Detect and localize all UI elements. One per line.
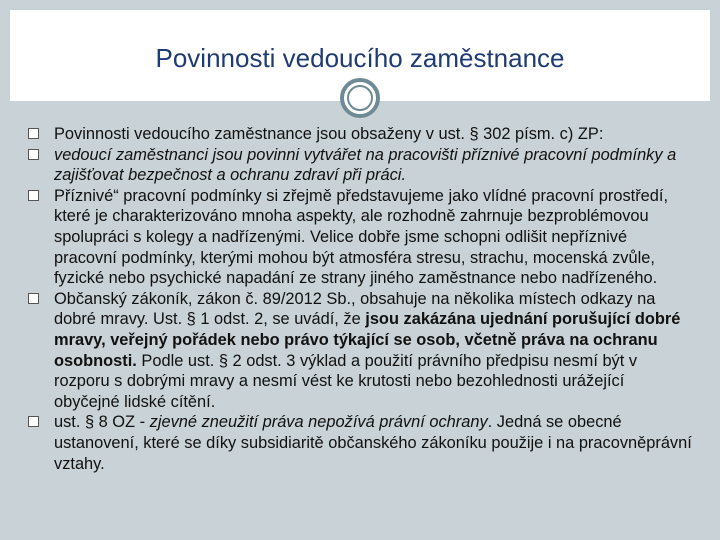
bullet-item-2 <box>28 145 693 186</box>
bullet-item-3 <box>28 186 693 289</box>
ring-ornament-icon <box>340 78 380 118</box>
bullet-box-icon <box>28 128 39 139</box>
bullet-list <box>28 124 693 474</box>
bullet-1-text: Povinnosti vedoucího zaměstnance jsou obsaženy v ust. § 302 písm. c) ZP: <box>54 125 604 143</box>
bullet-box-icon <box>28 293 39 304</box>
bullet-5-text-c: . Jedná se obecné ustanovení, které se díky subsidiaritě občanského zákoníku použije i na pracovněprávní vztahy. <box>54 413 692 473</box>
bullet-box-icon <box>28 190 39 201</box>
bullet-5-text-italic: zjevné zneužití práva nepožívá právní ochrany <box>149 413 488 432</box>
bullet-5-text-a: ust. § 8 OZ - <box>54 413 150 432</box>
bullet-item-4 <box>28 289 693 413</box>
bullet-3-text: Příznivé“ pracovní podmínky si zřejmě představujeme jako vlídné pracovní prostředí, které je charakterizováno mnoha aspekty, ale rozhodně zahrnuje bezproblémovou spolupráci s kolegy a nadřízenými. Velice dobře jsme schopni odlišit nepříznivé pracovní podmínky, kterými mohou být atmosféra stresu, strachu, mocenská zvůle, fyzické nebo psychické napadání ze strany jiného zaměstnance nebo nadřízeného. <box>54 186 669 288</box>
bullet-2-text: vedoucí zaměstnanci jsou povinni vytvářet na pracovišti příznivé pracovní podmínky a zajišťovat bezpečnost a ochranu zdraví při práci. <box>54 145 677 185</box>
bullet-box-icon <box>28 416 39 427</box>
bullet-item-1 <box>28 124 693 145</box>
bullet-box-icon <box>28 149 39 160</box>
slide-title: Povinnosti vedoucího zaměstnance <box>155 43 565 73</box>
bullet-4-text-bold: jsou zakázána ujednání porušující dobré mravy, veřejný pořádek nebo právo týkající se osob, včetně práva na ochranu osobnosti. <box>54 310 681 370</box>
bullet-4-text-c: Podle ust. § 2 odst. 3 výklad a použití právního předpisu nesmí být v rozporu s dobrými mravy a nesmí vést ke krutosti nebo bezohlednosti urážející obyčejné lidské cítění. <box>54 351 638 411</box>
bullet-item-5 <box>28 412 693 474</box>
bullet-4-text-a: Občanský zákoník, zákon č. 89/2012 Sb., obsahuje na několika místech odkazy na dobré mravy. Ust. § 1 odst. 2, se uvádí, že <box>54 289 656 329</box>
